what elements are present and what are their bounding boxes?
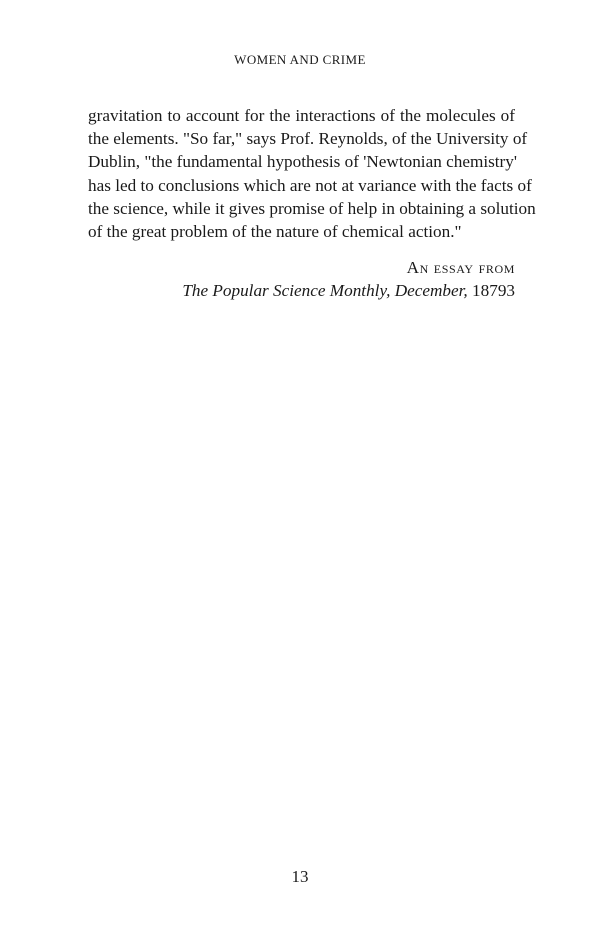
running-head-title: WOMEN AND CRIME xyxy=(234,52,366,67)
body-line: the science, while it gives promise of help in obtaining a solution xyxy=(88,198,536,218)
body-line: the elements. "So far," says Prof. Reynolds, of the University of xyxy=(88,129,528,149)
attribution-source xyxy=(182,279,515,302)
page-number: 13 xyxy=(291,867,309,886)
body-line: of the great problem of the nature of chemical action." xyxy=(88,222,462,242)
body-paragraph xyxy=(88,104,536,243)
source-attribution xyxy=(182,256,515,302)
attribution-source-year: 18793 xyxy=(467,281,515,300)
body-line: has led to conclusions which are not at variance with the facts of xyxy=(88,175,532,195)
body-line: gravitation to account for the interactions of the molecules of xyxy=(88,106,515,125)
attribution-label: An essay from xyxy=(406,258,515,277)
attribution-source-title: The Popular Science Monthly, December, xyxy=(182,281,468,300)
body-line: Dublin, "the fundamental hypothesis of 'Newtonian chemistry' xyxy=(88,152,517,172)
